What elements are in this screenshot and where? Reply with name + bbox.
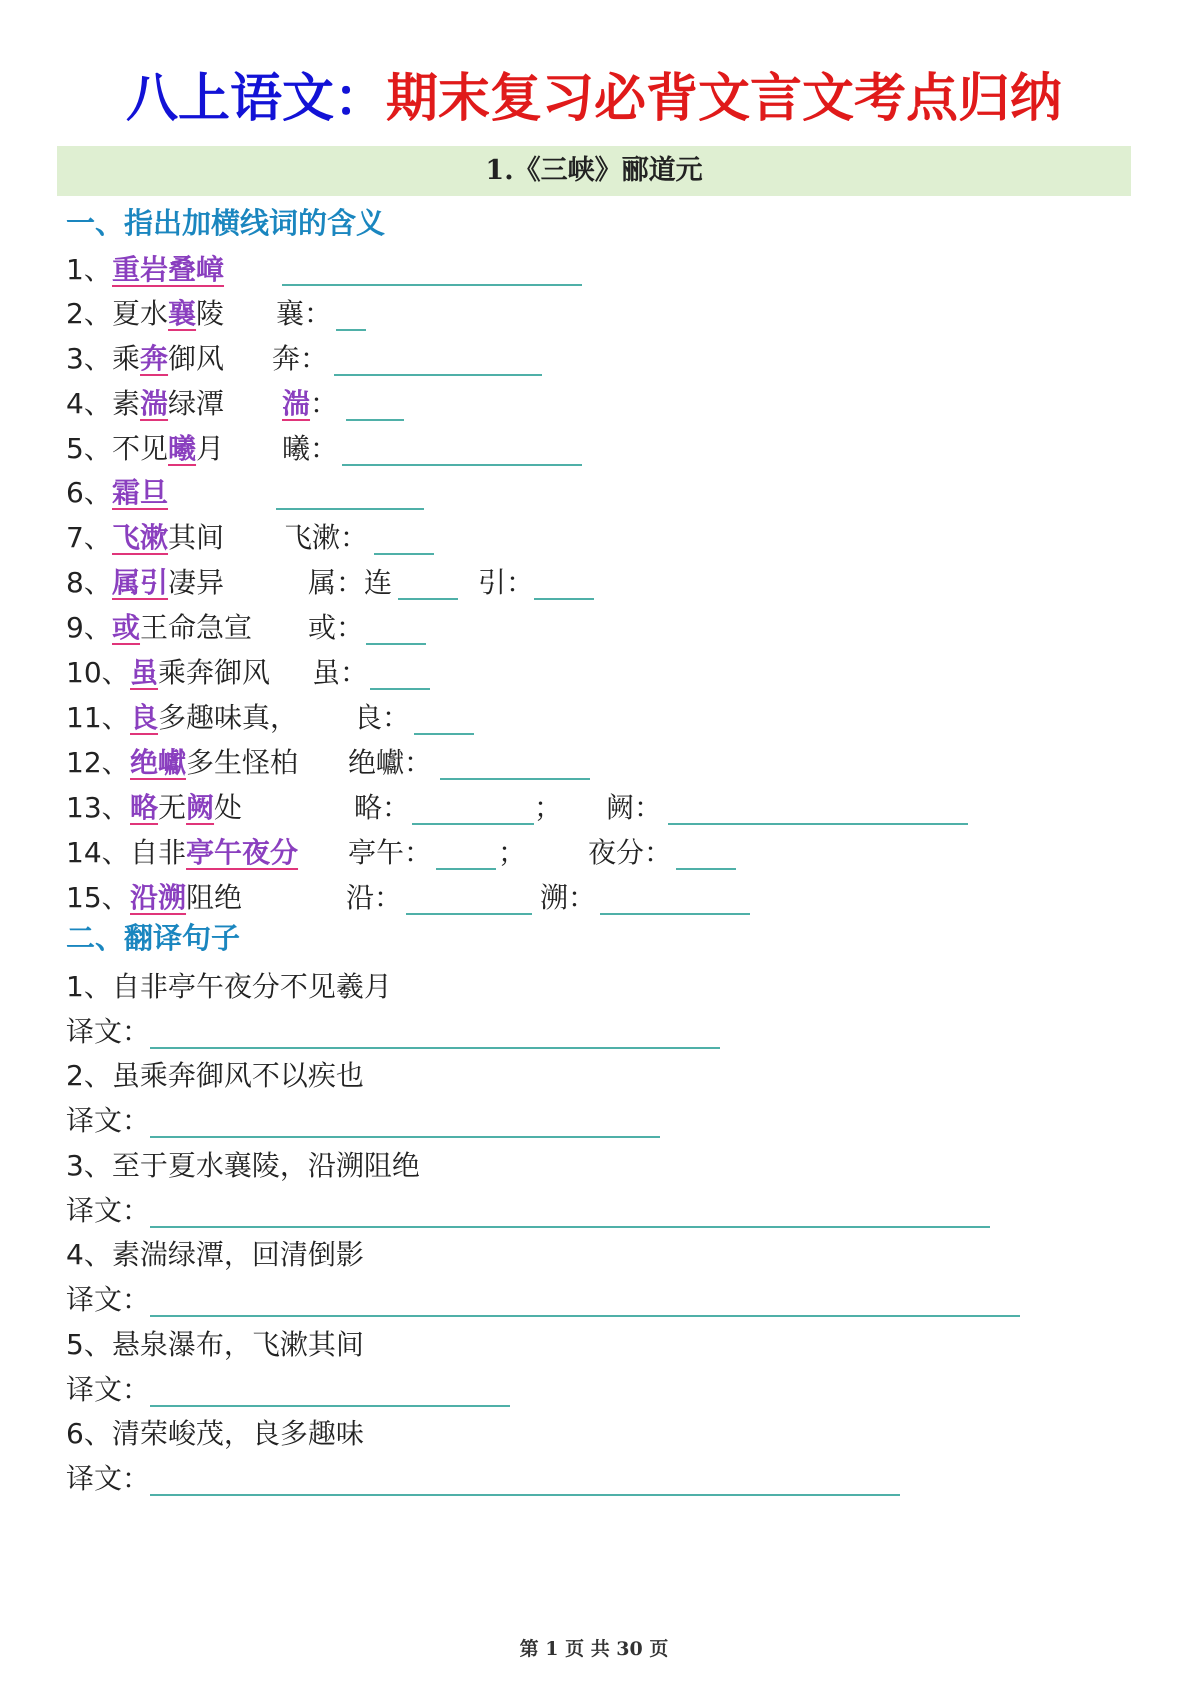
answer-blank[interactable]	[398, 598, 458, 600]
translate-label: 译文：	[66, 1015, 151, 1048]
answer-blank[interactable]	[436, 868, 496, 870]
translate-label: 译文：	[66, 1104, 151, 1137]
answer-blank[interactable]	[440, 778, 590, 780]
answer-blank[interactable]	[406, 913, 532, 915]
translate-label: 译文：	[66, 1194, 151, 1227]
answer-blank[interactable]	[366, 643, 426, 645]
translate-sentence-4: 4、素湍绿潭，回清倒影	[66, 1238, 364, 1271]
answer-blank[interactable]	[668, 823, 968, 825]
translate-sentence-6: 6、清荣峻茂，良多趣味	[66, 1417, 364, 1450]
page-footer: 第 1 页 共 30 页	[519, 1638, 669, 1660]
keyword: 重岩叠嶂	[112, 253, 225, 286]
section-heading-translate: 二、翻译句子	[66, 921, 241, 955]
answer-blank[interactable]	[414, 733, 474, 735]
translate-sentence-2: 2、虽乘奔御风不以疾也	[66, 1059, 364, 1092]
translation-blank[interactable]	[150, 1315, 1020, 1317]
translate-sentence-3: 3、至于夏水襄陵，沿溯阻绝	[66, 1149, 420, 1182]
answer-blank[interactable]	[342, 464, 582, 466]
answer-blank[interactable]	[334, 374, 542, 376]
translation-blank[interactable]	[150, 1136, 660, 1138]
page-title: 八上语文：期末复习必背文言文考点归纳	[125, 68, 1063, 129]
translate-label: 译文：	[66, 1462, 151, 1495]
translation-blank[interactable]	[150, 1047, 720, 1049]
lesson-header: 1.《三峡》郦道元	[57, 146, 1131, 196]
answer-blank[interactable]	[374, 553, 434, 555]
answer-blank[interactable]	[276, 508, 424, 510]
answer-blank[interactable]	[600, 913, 750, 915]
answer-blank[interactable]	[336, 329, 366, 331]
translate-label: 译文：	[66, 1283, 151, 1316]
answer-blank[interactable]	[370, 688, 430, 690]
translate-sentence-5: 5、悬泉瀑布，飞漱其间	[66, 1328, 364, 1361]
answer-blank[interactable]	[412, 823, 534, 825]
answer-blank[interactable]	[676, 868, 736, 870]
translation-blank[interactable]	[150, 1226, 990, 1228]
answer-blank[interactable]	[282, 284, 582, 286]
translate-sentence-1: 1、自非亭午夜分不见羲月	[66, 970, 392, 1003]
translation-blank[interactable]	[150, 1494, 900, 1496]
translation-blank[interactable]	[150, 1405, 510, 1407]
answer-blank[interactable]	[534, 598, 594, 600]
section-heading-meanings: 一、指出加横线词的含义	[66, 206, 386, 240]
answer-blank[interactable]	[346, 419, 404, 421]
translate-label: 译文：	[66, 1373, 151, 1406]
